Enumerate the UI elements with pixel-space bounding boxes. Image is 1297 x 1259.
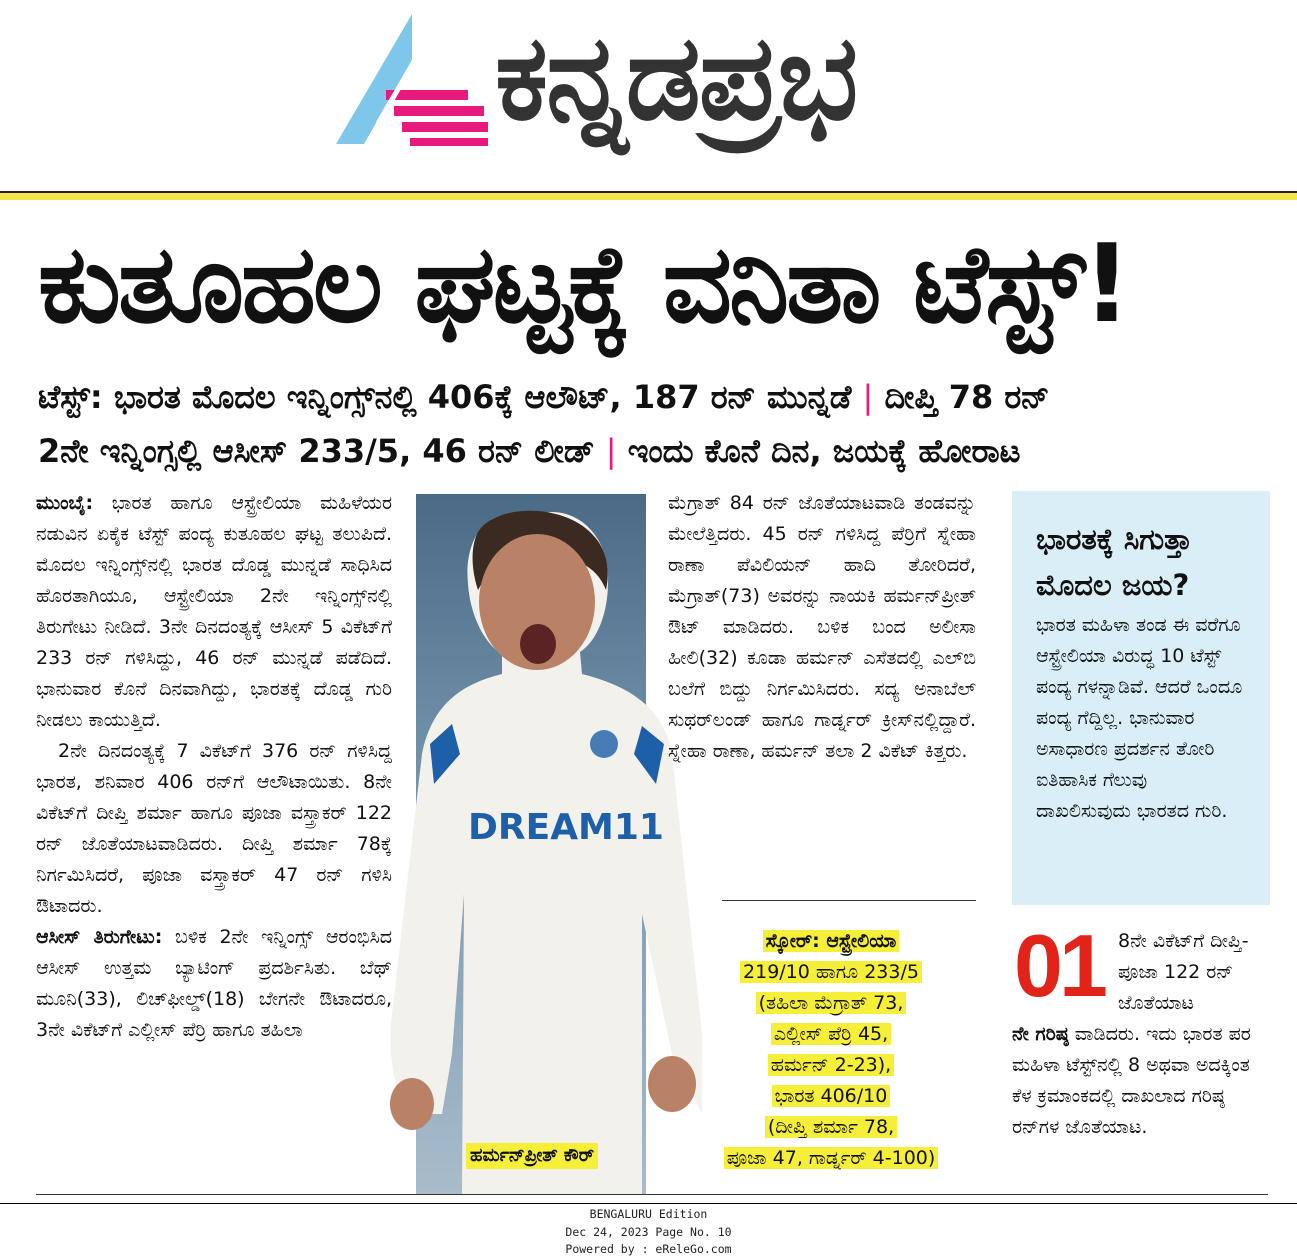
score-line: ಭಾರತ 406/10 — [704, 1081, 958, 1112]
sidebar-heading — [1036, 516, 1256, 608]
photo-caption: ಹರ್ಮನ್‌ಪ್ರೀತ್‌ ಕೌರ್‌ — [466, 1143, 598, 1169]
logo-wordmark: ಕನ್ನಡಪ್ರಭ — [495, 8, 857, 146]
fact-text-bottom — [1012, 1019, 1268, 1143]
sidebar-heading-line: ಮೊದಲ ಜಯ? — [1036, 568, 1190, 602]
score-line: (ತಹಿಲಾ ಮೆಗ್ರಾತ್‌ 73, — [704, 988, 958, 1019]
score-line: ಎಲ್ಲೀಸ್‌ ಪೆರ್ರಿ 45, — [704, 1019, 958, 1050]
paragraph-text: ಬಳಿಕ 2ನೇ ಇನ್ನಿಂಗ್ಸ್‌ ಆರಂಭಿಸಿದ ಆಸೀಸ್‌ ಉತ್ತಮ ಬ್ಯಾಟಿಂಗ್‌ ಪ್ರದರ್ಶಿಸಿತು. ಬೆಥ್‌ ಮೂನಿ(33), ಲಿಚ್‌ಫೀಲ್ಡ್‌(18) ಬೇಗನೇ ಔಟಾದರೂ, 3ನೇ ವಿಕೆಟ್‌ಗೆ ಎಲ್ಲೀಸ್‌ ಪೆರ್ರಿ ಹಾಗೂ ತಹಿಲಾ — [36, 926, 392, 1041]
subdeck-text: 2ನೇ ಇನ್ನಿಂಗ್ಸಲ್ಲಿ ಆಸೀಸ್‌ 233/5, 46 ರನ್‌ ಲೀಡ್‌ — [38, 432, 595, 470]
logo-triangle-icon — [336, 14, 488, 146]
score-line: 219/10 ಹಾಗೂ 233/5 — [704, 957, 958, 988]
sidebar-heading-line: ಭಾರತಕ್ಕೆ ಸಿಗುತ್ತಾ — [1036, 522, 1193, 556]
masthead — [0, 0, 1297, 192]
score-line: (ದೀಪ್ತಿ ಶರ್ಮಾ 78, — [704, 1112, 958, 1143]
score-line: ಹರ್ಮನ್‌ 2-23), — [704, 1050, 958, 1081]
article-paragraph: 2ನೇ ದಿನದಂತ್ಯಕ್ಕೆ 7 ವಿಕೆಟ್‌ಗೆ 376 ರನ್‌ ಗಳಿಸಿದ್ದ ಭಾರತ, ಶನಿವಾರ 406 ರನ್‌ಗೆ ಆಲೌಟಾಯಿತು. 8ನೇ ವಿಕೆಟ್‌ಗೆ ದೀಪ್ತಿ ಶರ್ಮಾ ಹಾಗೂ ಪೂಜಾ ವಸ್ತ್ರಾಕರ್‌ 122 ರನ್‌ ಜೊತೆಯಾಟವಾಡಿದರು. ದೀಪ್ತಿ ಶರ್ಮಾ 78ಕ್ಕೆ ನಿರ್ಗಮಿಸಿದರೆ, ಪೂಜಾ ವಸ್ತ್ರಾಕರ್‌ 47 ರನ್‌ ಗಳಿಸಿ ಔಟಾದರು. — [36, 740, 392, 917]
subdeck-line-2 — [38, 432, 1278, 470]
sidebar-body: ಭಾರತ ಮಹಿಳಾ ತಂಡ ಈ ವರೆಗೂ ಆಸ್ಟ್ರೇಲಿಯಾ ವಿರುದ್ಧ 10 ಟೆಸ್ಟ್‌ ಪಂದ್ಯ ಗಳನ್ನಾಡಿವೆ. ಆದರೆ ಒಂದೂ ಪಂದ್ಯ ಗೆದ್ದಿಲ್ಲ. ಭಾನುವಾರ ಅಸಾಧಾರಣ ಪ್ರದರ್ಶನ ತೋರಿ ಐತಿಹಾಸಿಕ ಗೆಲುವು ದಾಖಲಿಸುವುದು ಭಾರತದ ಗುರಿ. — [1036, 614, 1243, 822]
score-line: ಸ್ಕೋರ್‌: ಆಸ್ಟ್ರೇಲಿಯಾ — [704, 926, 958, 957]
fact-number: 01 — [1014, 916, 1104, 1015]
footer-rule — [0, 1203, 1297, 1204]
article-column-3 — [668, 488, 976, 767]
headline: ಕುತೂಹಲ ಘಟ್ಟಕ್ಕೆ ವನಿತಾ ಟೆಸ್ಟ್‌! — [38, 222, 1129, 347]
subdeck-line-1 — [38, 378, 1278, 416]
column-divider — [722, 900, 976, 901]
subhead: ಆಸೀಸ್‌ ತಿರುಗೇಟು: — [36, 926, 163, 948]
scorecard — [704, 926, 958, 1174]
footer-date-page: Dec 24, 2023 Page No. 10 — [565, 1224, 732, 1239]
footer-edition: BENGALURU Edition — [589, 1207, 708, 1221]
subdeck-separator: | — [862, 378, 874, 416]
subdeck-text: ದೀಪ್ತಿ 78 ರನ್‌ — [884, 378, 1050, 416]
article-paragraph — [36, 922, 392, 1046]
masthead-rule — [0, 191, 1297, 200]
player-photo — [372, 494, 702, 1194]
subdeck-text: ಇಂದು ಕೊನೆ ದಿನ, ಜಯಕ್ಕೆ ಹೋರಾಟ — [627, 432, 1021, 470]
footer-powered-by[interactable]: Powered by : eReleGo.com — [565, 1242, 732, 1256]
fact-text-right: 8ನೇ ವಿಕೆಟ್‌ಗೆ ದೀಪ್ತಿ-ಪೂಜಾ 122 ರನ್‌ ಜೊತೆಯಾಟ — [1118, 930, 1249, 1014]
fact-suffix: ನೇ ಗರಿಷ್ಠ — [1012, 1023, 1069, 1045]
article-paragraph: ಮೆಗ್ರಾತ್‌ 84 ರನ್‌ ಜೊತೆಯಾಟವಾಡಿ ತಂಡವನ್ನು ಮೇಲೆತ್ತಿದರು. 45 ರನ್‌ ಗಳಿಸಿದ್ದ ಪೆರ್ರಿಗೆ ಸ್ನೇಹಾ ರಾಣಾ ಪೆವಿಲಿಯನ್‌ ಹಾದಿ ತೋರಿದರೆ, ಮೆಗ್ರಾತ್‌(73) ಅವರನ್ನು ನಾಯಕಿ ಹರ್ಮನ್‌ಪ್ರೀತ್‌ ಔಟ್‌ ಮಾಡಿದರು. ಬಳಿಕ ಬಂದ ಅಲೀಸಾ ಹೀಲಿ(32) ಕೂಡಾ ಹರ್ಮನ್‌ ಎಸೆತದಲ್ಲಿ ಎಲ್‌ಬಿ ಬಲೆಗೆ ಬಿದ್ದು ನಿರ್ಗಮಿಸಿದರು. ಸದ್ಯ ಅನಾಬೆಲ್‌ ಸುಥರ್‌ಲಂಡ್‌ ಹಾಗೂ ಗಾರ್ಡ್ನರ್‌ ಕ್ರೀಸ್‌ನಲ್ಲಿದ್ದಾರೆ. ಸ್ನೇಹಾ ರಾಣಾ, ಹರ್ಮನ್‌ ತಲಾ 2 ವಿಕೆಟ್‌ ಕಿತ್ತರು. — [668, 492, 976, 762]
page-rule — [36, 1194, 1268, 1195]
jersey-text: DREAM11 — [468, 807, 664, 848]
subdeck-text: ಟೆಸ್ಟ್‌: ಭಾರತ ಮೊದಲ ಇನ್ನಿಂಗ್ಸ್‌ನಲ್ಲಿ 406ಕ್ಕೆ ಆಲೌಟ್‌, 187 ರನ್‌ ಮುನ್ನಡೆ — [38, 378, 852, 416]
fact-body: ವಾಡಿದರು. ಇದು ಭಾರತ ಪರ ಮಹಿಳಾ ಟೆಸ್ಟ್‌ನಲ್ಲಿ 8 ಅಥವಾ ಅದಕ್ಕಿಂತ ಕೆಳ ಕ್ರಮಾಂಕದಲ್ಲಿ ದಾಖಲಾದ ಗರಿಷ್ಠ ರನ್‌ಗಳ ಜೊತೆಯಾಟ. — [1012, 1023, 1251, 1138]
article-column-1 — [36, 488, 392, 1046]
score-line: ಪೂಜಾ 47, ಗಾರ್ಡ್ನರ್‌ 4-100) — [704, 1143, 958, 1174]
paragraph-text: ಭಾರತ ಹಾಗೂ ಆಸ್ಟ್ರೇಲಿಯಾ ಮಹಿಳೆಯರ ನಡುವಿನ ಏಕೈಕ ಟೆಸ್ಟ್‌ ಪಂದ್ಯ ಕುತೂಹಲ ಘಟ್ಟ ತಲುಪಿದೆ. ಮೊದಲ ಇನ್ನಿಂಗ್ಸ್‌ನಲ್ಲಿ ಭಾರತ ದೊಡ್ಡ ಮುನ್ನಡೆ ಸಾಧಿಸಿದ ಹೊರತಾಗಿಯೂ, ಆಸ್ಟ್ರೇಲಿಯಾ 2ನೇ ಇನ್ನಿಂಗ್ಸ್‌ನಲ್ಲಿ ತಿರುಗೇಟು ನೀಡಿದೆ. 3ನೇ ದಿನದಂತ್ಯಕ್ಕೆ ಆಸೀಸ್‌ 5 ವಿಕೆಟ್‌ಗೆ 233 ರನ್‌ ಗಳಿಸಿದ್ದು, 46 ರನ್‌ ಮುನ್ನಡೆ ಪಡೆದಿದೆ. ಭಾನುವಾರ ಕೊನೆ ದಿನವಾಗಿದ್ದು, ಭಾರತಕ್ಕೆ ದೊಡ್ಡ ಗುರಿ ನೀಡಲು ಕಾಯುತ್ತಿದೆ. — [36, 492, 392, 731]
footer — [0, 1206, 1297, 1259]
subdeck-separator: | — [605, 432, 617, 470]
article-paragraph — [36, 488, 392, 736]
dateline: ಮುಂಬೈ: — [36, 492, 94, 514]
